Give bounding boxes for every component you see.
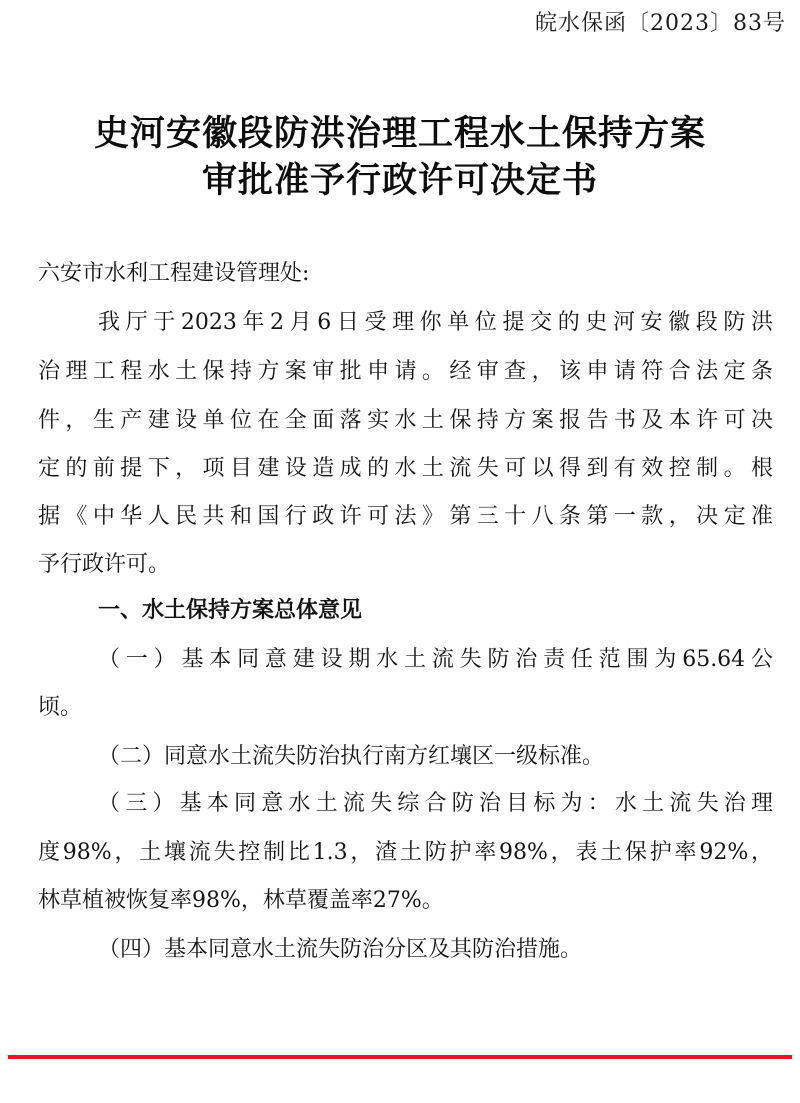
body-line: 予行政许可。 [38,552,171,577]
body-line: 治理工程水土保持方案审批申请。经审查，该申请符合法定条 [38,359,773,384]
body-line: 我厅于2023年2月6日受理你单位提交的史河安徽段防洪 [98,310,773,335]
list-item: 顷。 [38,695,83,720]
document-title-line-2: 审批准予行政许可决定书 [201,160,598,201]
body-line: 定的前提下，项目建设造成的水土流失可以得到有效控制。根 [38,456,773,481]
list-item: 林草植被恢复率98%，林草覆盖率27%。 [38,888,444,913]
list-item: （三）基本同意水土流失综合防治目标为：水土流失治理 [98,791,773,816]
list-item: （四）基本同意水土流失防治分区及其防治措施。 [98,937,583,962]
document-number: 皖水保函〔2023〕83号 [535,11,786,36]
list-item: （一）基本同意建设期水土流失防治责任范围为65.64公 [98,647,773,672]
section-heading: 一、水土保持方案总体意见 [98,598,363,623]
body-line: 件，生产建设单位在全面落实水土保持方案报告书及本许可决 [38,408,773,433]
list-item: （二）同意水土流失防治执行南方红壤区一级标准。 [98,744,605,769]
list-item: 度98%，土壤流失控制比1.3，渣土防护率98%，表土保护率92%， [38,840,773,865]
body-line: 据《中华人民共和国行政许可法》第三十八条第一款，决定准 [38,504,773,529]
document-title-line-1: 史河安徽段防洪治理工程水土保持方案 [93,113,706,154]
addressee: 六安市水利工程建设管理处: [38,261,310,286]
red-divider-line [8,1055,792,1059]
